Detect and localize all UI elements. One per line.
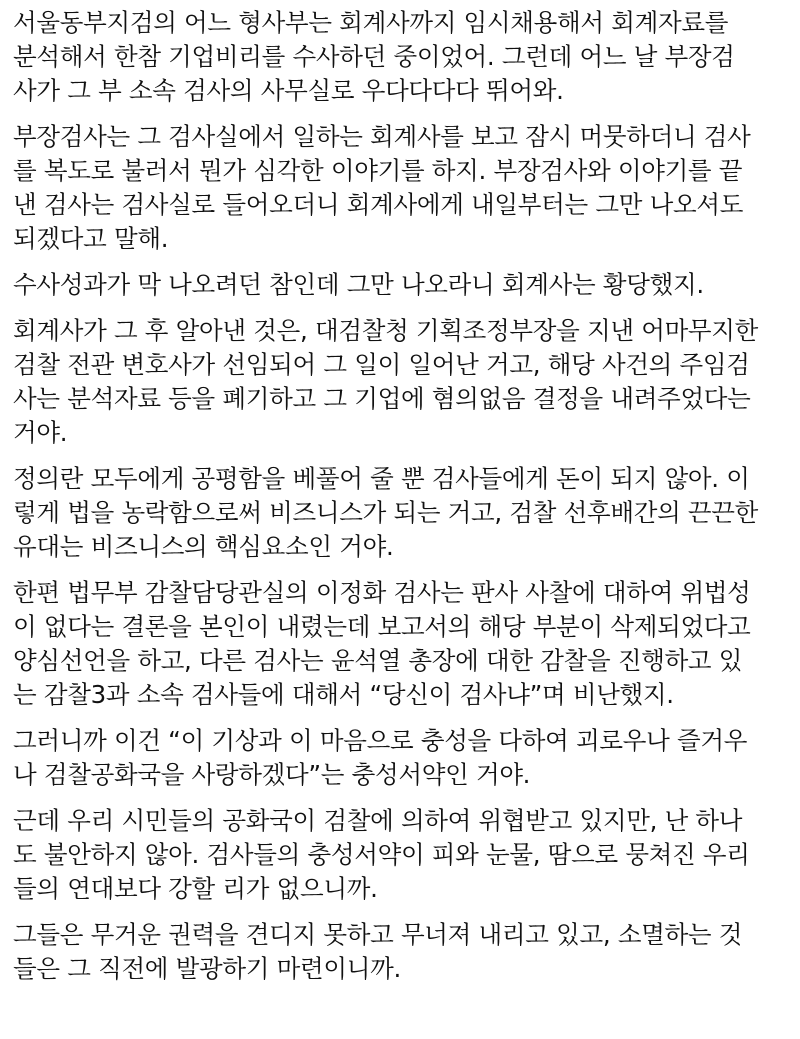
- text-line: 이 없다는 결론을 본인이 내렸는데 보고서의 해당 부분이 삭제되었다고: [13, 612, 751, 641]
- text-line: 양심선언을 하고, 다른 검사는 윤석열 총장에 대한 감찰을 진행하고 있: [13, 646, 743, 675]
- text-line: 사가 그 부 소속 검사의 사무실로 우다다다다 뛰어와.: [13, 76, 564, 105]
- text-line: 도 불안하지 않아. 검사들의 충성서약이 피와 눈물, 땀으로 뭉쳐진 우리: [13, 840, 750, 869]
- paragraph-2: [13, 120, 787, 256]
- text-line: 유대는 비즈니스의 핵심요소인 거야.: [13, 532, 394, 561]
- paragraph-6: [13, 576, 787, 712]
- text-line: 부장검사는 그 검사실에서 일하는 회계사를 보고 잠시 머뭇하더니 검사: [13, 122, 751, 151]
- text-line: 수사성과가 막 나오려던 참인데 그만 나오라니 회계사는 황당했지.: [13, 270, 704, 299]
- paragraph-3: [13, 268, 787, 302]
- post-body: [13, 6, 787, 998]
- text-line: 검찰 전관 변호사가 선임되어 그 일이 일어난 거고, 해당 사건의 주임검: [13, 350, 750, 379]
- text-line: 그러니까 이건 “이 기상과 이 마음으로 충성을 다하여 괴로우나 즐거우: [13, 726, 748, 755]
- text-line: 사는 분석자료 등을 폐기하고 그 기업에 혐의없음 결정을 내려주었다는: [13, 384, 751, 413]
- text-line: 그들은 무거운 권력을 견디지 못하고 무너져 내리고 있고, 소멸하는 것: [13, 920, 743, 949]
- text-line: 거야.: [13, 418, 68, 447]
- paragraph-4: [13, 314, 787, 450]
- text-line: 되겠다고 말해.: [13, 224, 169, 253]
- text-line: 는 감찰3과 소속 검사들에 대해서 “당신이 검사냐”며 비난했지.: [13, 680, 674, 709]
- text-line: 근데 우리 시민들의 공화국이 검찰에 의하여 위협받고 있지만, 난 하나: [13, 806, 743, 835]
- text-line: 회계사가 그 후 알아낸 것은, 대검찰청 기획조정부장을 지낸 어마무지한: [13, 316, 759, 345]
- text-line: 를 복도로 불러서 뭔가 심각한 이야기를 하지. 부장검사와 이야기를 끝: [13, 156, 743, 185]
- paragraph-9: [13, 918, 787, 986]
- text-line: 낸 검사는 검사실로 들어오더니 회계사에게 내일부터는 그만 나오셔도: [13, 190, 744, 219]
- paragraph-1: [13, 6, 787, 108]
- text-line: 들은 그 직전에 발광하기 마련이니까.: [13, 954, 401, 983]
- text-line: 서울동부지검의 어느 형사부는 회계사까지 임시채용해서 회계자료를: [13, 8, 729, 37]
- paragraph-8: [13, 804, 787, 906]
- text-line: 들의 연대보다 강할 리가 없으니까.: [13, 874, 378, 903]
- text-line: 나 검찰공화국을 사랑하겠다”는 충성서약인 거야.: [13, 760, 531, 789]
- paragraph-5: [13, 462, 787, 564]
- text-line: 렇게 법을 농락함으로써 비즈니스가 되는 거고, 검찰 선후배간의 끈끈한: [13, 498, 759, 527]
- text-line: 분석해서 한참 기업비리를 수사하던 중이었어. 그런데 어느 날 부장검: [13, 42, 735, 71]
- paragraph-7: [13, 724, 787, 792]
- text-line: 한편 법무부 감찰담당관실의 이정화 검사는 판사 사찰에 대하여 위법성: [13, 578, 751, 607]
- text-line: 정의란 모두에게 공평함을 베풀어 줄 뿐 검사들에게 돈이 되지 않아. 이: [13, 464, 750, 493]
